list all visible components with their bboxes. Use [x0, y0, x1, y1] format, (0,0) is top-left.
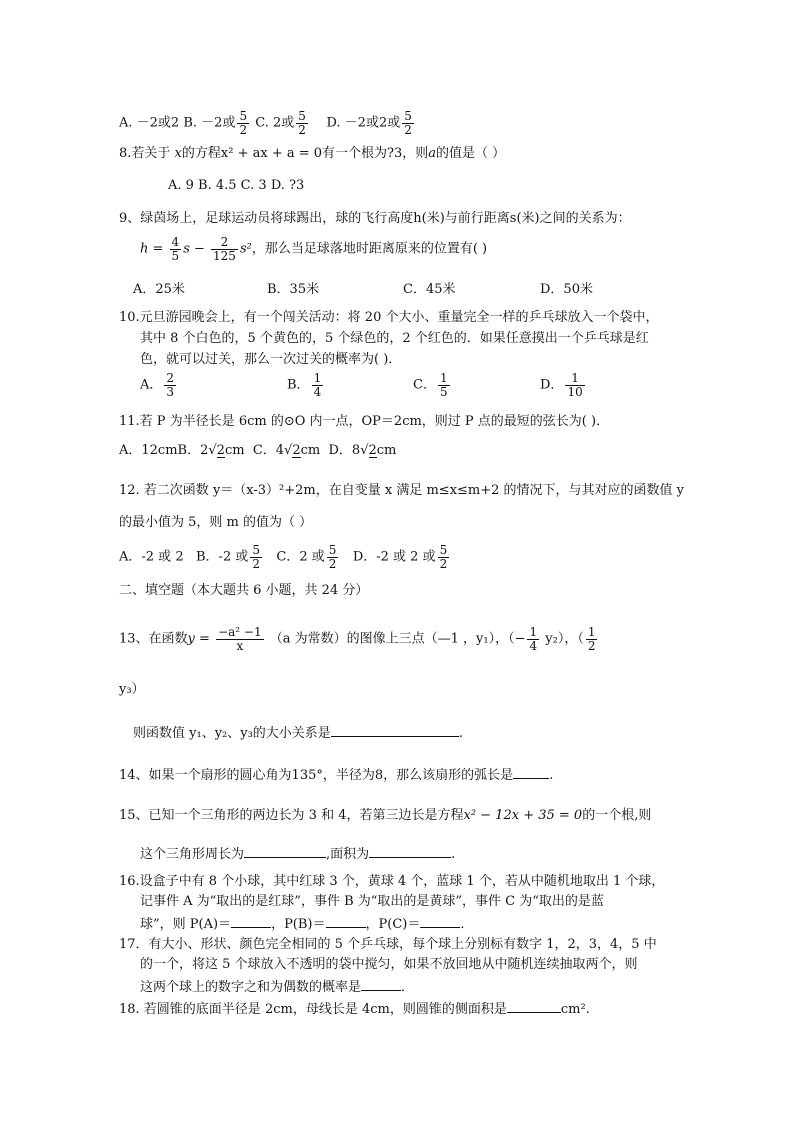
q10-option-c: C． $\frac{1}{5}$: [413, 371, 448, 399]
q8-stem: 8.若关于 x的方程x² + ax + a = 0有一个根为?3，则a的值是（ ）: [119, 146, 506, 161]
q10-line3: 色，就可以过关，那么一次过关的概率为( )．: [140, 352, 402, 367]
q16-line3: 球”，则 P(A)＝ ，P(B)＝ ，P(C)＝ ．: [140, 917, 474, 932]
q9-formula: h = $\frac{4}{5}$ s − $\frac{2}{125}$ s²，那么当足球落地时距离原来的位置有( ): [140, 235, 488, 263]
q13-question: 则函数值 y₁、y₂、y₃的大小关系是 .: [133, 726, 463, 741]
q11-stem: 11.若 P 为半径长是 6cm 的⊙O 内一点，OP＝2cm，则过 P 点的最短的弦长为( )．: [119, 414, 610, 429]
q17-line3: 这两个球上的数字之和为偶数的概率是 ．: [140, 980, 415, 995]
q12-line2: 的最小值为 5，则 m 的值为（ ）: [119, 515, 313, 530]
q10-line2: 其中 8 个白色的，5 个黄色的，5 个绿色的，2 个红色的．如果任意摸出一个乒乓球是红: [140, 331, 649, 346]
q17-line1: 17．有大小、形状、颜色完全相同的 5 个乒乓球，每个球上分别标有数字 1，2，3，4，5 中: [119, 937, 657, 952]
q9-option-a: A．25米: [133, 282, 185, 297]
q12-options: A．-2 或 2 B．-2 或 $\frac{5}{2}$ C．2 或 $\frac{5}{2}$ D．-2 或 2 或 $\frac{5}{2}$: [119, 543, 448, 571]
q9-option-c: C．45米: [403, 282, 456, 297]
q15-line1: 15、已知一个三角形的两边长为 3 和 4，若第三边长是方程x² − 12x + 35 = 0的一个根,则: [119, 808, 652, 823]
q13-answer-blank[interactable]: [331, 724, 459, 737]
q16-line2: 记事件 A 为“取出的是红球”，事件 B 为“取出的是黄球”，事件 C 为“取出的是蓝: [140, 894, 604, 909]
q10-option-b: B． $\frac{1}{4}$: [287, 371, 322, 399]
q12-line1: 12. 若二次函数 y＝（x-3）²+2m，在自变量 x 满足 m≤x≤m+2 的情况下，与其对应的函数值 y: [119, 483, 685, 498]
q16-pc-blank[interactable]: [420, 915, 460, 928]
section-heading: 二、填空题（本大题共 6 小题，共 24 分）: [119, 583, 369, 598]
q10-line1: 10.元旦游园晚会上，有一个闯关活动：将 20 个大小、重量完全一样的乒乓球放入一个袋中，: [119, 310, 659, 325]
q8-options: A. 9 B. 4.5 C. 3 D. ?3: [168, 178, 305, 193]
q18-text: 18. 若圆锥的底面半径是 2cm，母线长是 4cm，则圆锥的侧面积是 cm².: [119, 1002, 590, 1017]
q16-pa-blank[interactable]: [231, 915, 271, 928]
q9-option-d: D．50米: [540, 282, 593, 297]
q14-answer-blank[interactable]: [513, 766, 549, 779]
q18-answer-blank[interactable]: [507, 1000, 561, 1013]
q15-area-blank[interactable]: [369, 845, 451, 858]
q13-continuation: y₃）: [119, 682, 145, 697]
q17-line2: 的一个，将这 5 个球放入不透明的袋中搅匀，如果不放回地从中随机连续抽取两个，则: [140, 957, 638, 972]
q9-stem: 9、绿茵场上，足球运动员将球踢出，球的飞行高度h(米)与前行距离s(米)之间的关系为：: [119, 211, 631, 226]
q10-option-a: A． $\frac{2}{3}$: [140, 371, 175, 399]
q13-stem: 13、在函数y = $\frac{\text{−a² −1}}{x}$ （a 为常数）的图像上三点（—1 ，y₁），（− $\frac{1}{4}$ y₂），（ $\frac{1}{2}$: [119, 625, 596, 653]
q7-options: A. －2或2 B. －2或 $\frac{5}{2}$ C. 2或 $\frac{5}{2}$ D. －2或2或 $\frac{5}{2}$: [119, 109, 412, 137]
q15-perimeter-blank[interactable]: [244, 845, 326, 858]
q9-option-b: B．35米: [267, 282, 320, 297]
q15-line2: 这个三角形周长为 ,面积为 .: [140, 847, 456, 862]
q16-line1: 16.设盒子中有 8 个小球，其中红球 3 个，黄球 4 个，蓝球 1 个，若从中随机地取出 1 个球，: [119, 874, 665, 889]
q17-answer-blank[interactable]: [361, 978, 401, 991]
q10-option-d: D． $\frac{1}{10}$: [540, 371, 583, 399]
q14-text: 14、如果一个扇形的圆心角为135°，半径为8，那么该扇形的弧长是 .: [119, 768, 554, 783]
q11-options: A．12cmB．2√2cm C．4√2cm D．8√2cm: [119, 443, 397, 458]
q16-pb-blank[interactable]: [326, 915, 366, 928]
